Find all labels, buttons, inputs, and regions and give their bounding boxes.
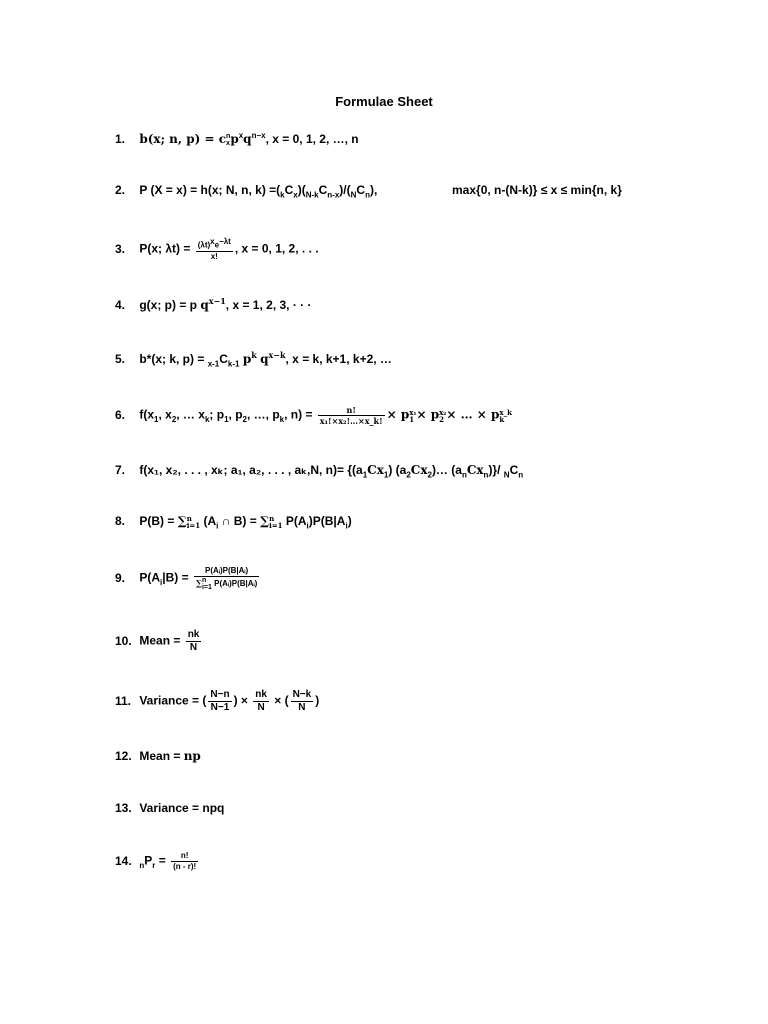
formula-number: 7. [115, 463, 126, 477]
formula-stack [202, 577, 212, 591]
formula-text: C [284, 183, 294, 197]
formula-sub: k [204, 415, 210, 425]
formula-sub: k-1 [227, 359, 240, 369]
formula-text: )P(B|A [308, 514, 346, 528]
formula-sub: i=1 [186, 520, 201, 530]
formula-sub: n [483, 470, 489, 480]
formula-sub: 1 [409, 414, 415, 424]
formula-number: 2. [115, 183, 126, 197]
formula-symbol: × … × p [446, 407, 500, 422]
fraction-denominator: x₁!×x₂!…×x_k! [319, 416, 383, 426]
formula-sub: N [503, 470, 510, 480]
fraction-numerator: n! [171, 851, 198, 862]
formula-number: 9. [115, 570, 126, 585]
formula-sub: 2 [439, 414, 444, 424]
formula-text: (λt) [197, 240, 211, 250]
fraction-numerator: nk [255, 689, 267, 700]
formula-sub: i [216, 521, 219, 531]
formula-symbol: Cx [466, 463, 484, 477]
formula-13 [115, 801, 224, 815]
formula-text: , …, p [246, 407, 280, 422]
formula-sub: k [280, 190, 285, 200]
formula-text: , … x [176, 407, 205, 422]
sum-symbol: ∑ [195, 578, 202, 589]
formula-sub: 1 [154, 415, 159, 425]
fraction-denominator: N [257, 702, 265, 713]
formula-text: C [219, 352, 228, 366]
formula-text: )… (a [431, 463, 462, 477]
formula-text: P (X = x) = h(x; N, n, k) =( [139, 183, 281, 197]
formula-text: ∩ B) = [218, 514, 261, 528]
formula-symbol: q [200, 298, 209, 312]
formula-text: b(x; n, p) = [139, 132, 219, 146]
formula-sub: N-k [305, 190, 319, 200]
formula-stack [269, 515, 282, 529]
formula-text: , p [228, 407, 243, 422]
formula-text: Mean = [139, 633, 184, 648]
formula-number: 1. [115, 132, 126, 146]
formula-sup: x₁ [409, 407, 417, 417]
formula-number: 4. [115, 298, 126, 312]
formula-sup: n [186, 513, 192, 523]
fraction [194, 566, 259, 591]
formula-symbol: Cx [367, 463, 384, 477]
formula-sub: n [365, 190, 370, 200]
formula-sub: r [152, 861, 156, 871]
formula-4 [115, 296, 311, 312]
formula-sup: x [210, 237, 215, 246]
formula-5 [115, 350, 392, 368]
formula-number: 11. [115, 693, 132, 708]
formula-14 [115, 851, 200, 872]
formula-text: ) [347, 514, 352, 528]
formula-symbol: q [260, 352, 269, 366]
fraction-numerator: N−k [292, 689, 312, 700]
formula-number: 5. [115, 352, 126, 366]
formula-sup: k [251, 350, 257, 360]
formula-sub: i=1 [201, 584, 212, 591]
page-title: Formulae Sheet [335, 94, 433, 109]
formula-sub: i=1 [269, 520, 283, 530]
formula-11 [115, 689, 319, 714]
formula-symbol: × p [416, 407, 440, 422]
formula-text: ) [315, 693, 320, 708]
formula-text: × ( [270, 693, 289, 708]
formula-sup: x−1 [208, 296, 226, 306]
fraction-denominator [194, 577, 259, 591]
formula-10 [115, 629, 203, 654]
formula-sub: x-1 [207, 359, 220, 369]
formula-sub: i [345, 521, 348, 531]
formula-text: f(x₁, x₂, . . . , xₖ; a₁, a₂, . . . , aₖ,N, n)= {(a [139, 463, 363, 477]
formula-sub: k [279, 415, 285, 425]
formula-text: e [214, 240, 220, 250]
formula-number: 12. [115, 749, 132, 763]
fraction [208, 689, 231, 714]
formula-sub: n [518, 470, 524, 480]
formula-text: Variance = ( [139, 693, 207, 708]
fraction-denominator: (n - r)! [173, 862, 197, 871]
formula-number: 3. [115, 241, 126, 256]
formula-text: P(A [139, 570, 161, 585]
formula-text: C [509, 463, 519, 477]
fraction-numerator: P(Aᵢ)P(B|Aᵢ) [194, 566, 259, 577]
formula-text: ) (a [388, 463, 407, 477]
formula-text: P(x; λt) = [139, 241, 194, 256]
formula-sub: 1 [224, 415, 229, 425]
formula-text: )}/ [488, 463, 504, 477]
formula-text: b*(x; k, p) = [139, 352, 208, 366]
formula-number: 6. [115, 407, 126, 422]
formula-sub: n [139, 861, 145, 871]
formula-sub: 2 [242, 415, 247, 425]
formula-stack [499, 409, 512, 423]
formula-stack [187, 515, 200, 529]
formula-sup: −λt [219, 237, 231, 246]
formula-sub: x [226, 139, 230, 147]
formula-text: , x [158, 407, 172, 422]
fraction [171, 851, 198, 872]
fraction-denominator: N [189, 642, 198, 653]
fraction [291, 689, 314, 714]
formula-symbol: c [218, 132, 227, 146]
formula-text: Mean = [139, 749, 184, 763]
formula-text: ) × [233, 693, 252, 708]
formula-text: )/( [339, 183, 351, 197]
formula-symbol: np [183, 749, 201, 763]
formula-text: = [155, 853, 170, 868]
fraction-denominator: N−1 [210, 702, 230, 713]
formula-text: f(x [139, 407, 155, 422]
formula-text: C [318, 183, 328, 197]
formula-7 [115, 463, 523, 479]
formula-sup: x−k [268, 350, 286, 360]
fraction [253, 689, 269, 714]
formula-12 [115, 749, 201, 763]
formula-6 [115, 405, 512, 426]
formula-text: , x = k, k+1, k+2, … [285, 352, 392, 366]
formula-sub: 2 [427, 470, 432, 480]
formula-sub: n-x [327, 190, 340, 200]
formula-text: g(x; p) = p [139, 298, 201, 312]
fraction-numerator: nk [187, 629, 200, 640]
fraction-numerator [196, 237, 233, 252]
formula-3 [115, 237, 319, 262]
formula-1 [115, 131, 359, 147]
formula-symbol: × p [386, 407, 410, 422]
formula-text: Variance = npq [139, 801, 225, 815]
formula-sup: n [201, 577, 207, 584]
formula-sub: k [499, 414, 505, 424]
formula-sup: n [226, 132, 231, 140]
formula-sup: x_k [499, 407, 512, 417]
formula-sub: i [306, 521, 309, 531]
formula-text: P(Aᵢ)P(B|Aᵢ) [214, 579, 258, 589]
formula-text: , x = 0, 1, 2, . . . [234, 241, 319, 256]
formula-sub: 2 [406, 470, 411, 480]
formula-sup: x [238, 131, 244, 140]
formula-sub: 1 [362, 470, 368, 480]
fraction-denominator: N [298, 702, 306, 713]
formula-symbol: Cx [410, 463, 428, 477]
formula-number: 10. [115, 633, 132, 648]
formula-number: 8. [115, 514, 126, 528]
formula-8 [115, 514, 352, 530]
formula-text: P(A [285, 514, 307, 528]
formula-text: ; p [209, 407, 225, 422]
fraction-numerator: n! [318, 405, 385, 416]
formula-sub: 2 [171, 415, 177, 425]
formula-text: C [356, 183, 366, 197]
formula-symbol: p [230, 132, 239, 146]
formula-sub: x [293, 190, 298, 200]
formula-number: 14. [115, 853, 132, 868]
formula-text: (A [203, 514, 217, 528]
formula-sub: N [350, 190, 357, 200]
formula-2-condition: max{0, n-(N-k)} ≤ x ≤ min{n, k} [452, 183, 622, 197]
formula-9 [115, 566, 261, 591]
formula-2 [115, 183, 377, 199]
formula-text: |B) = [162, 570, 192, 585]
formula-sub: n [461, 470, 467, 480]
fraction-numerator: N−n [210, 689, 230, 700]
formula-text: , n) = [284, 407, 316, 422]
formula-sup: x₂ [439, 407, 447, 417]
sum-symbol: ∑ [177, 514, 187, 528]
sum-symbol: ∑ [260, 514, 270, 528]
formula-sup: n−x [251, 131, 266, 140]
formula-number: 13. [115, 801, 132, 815]
formula-text: , x = 0, 1, 2, …, n [265, 132, 359, 146]
fraction [318, 405, 385, 426]
formula-symbol: p [242, 352, 252, 366]
formula-sub: i [160, 578, 163, 588]
fraction-denominator: x! [210, 251, 218, 261]
formula-sub: 1 [383, 470, 389, 480]
formula-symbol: q [243, 132, 252, 146]
fraction [186, 629, 202, 654]
formula-text: , x = 1, 2, 3, · · · [225, 298, 312, 312]
formula-sup: n [269, 513, 275, 523]
fraction [196, 237, 233, 262]
formula-text: P [144, 853, 153, 868]
formula-text: P(B) = [139, 514, 178, 528]
formula-text: ), [369, 183, 378, 197]
formula-text: )( [297, 183, 306, 197]
